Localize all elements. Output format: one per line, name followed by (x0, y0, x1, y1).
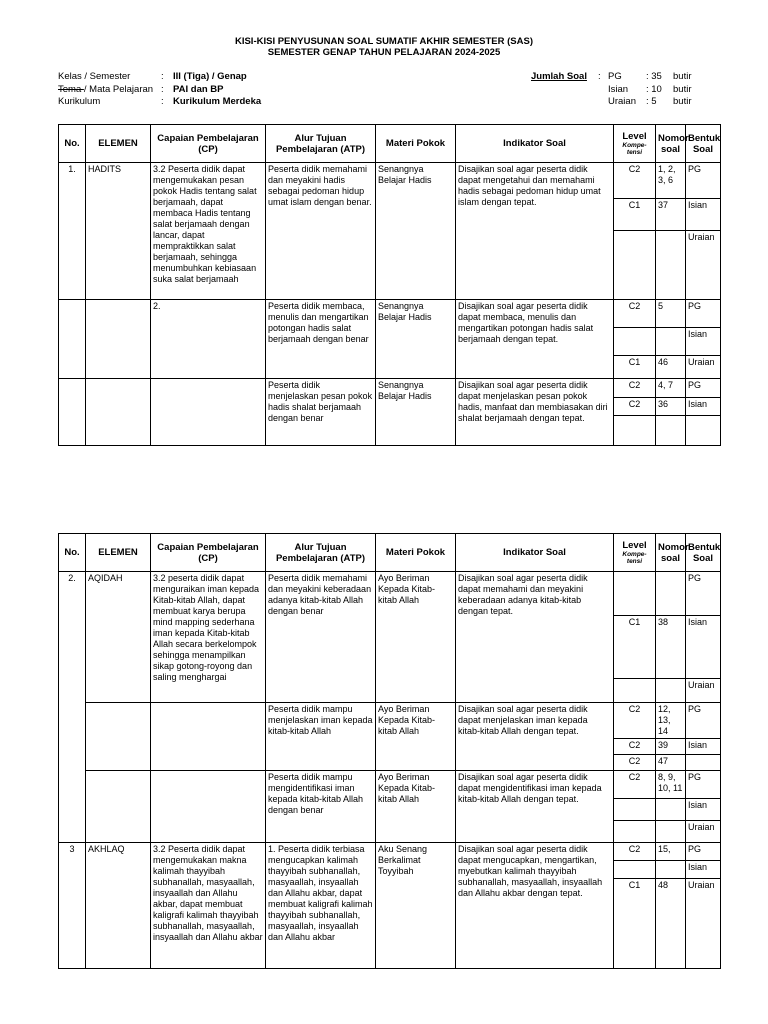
row-cp: 3.2 Peserta didik dapat mengemukakan pesan pokok Hadis tentang salat berjamaah, dapat membaca Hadis tentang salat berjamaah dengan lancar, dapat mempraktikkan salat berjamaah, sehingga menumbuhkan kebiasaan suka salat berjamaah (151, 163, 266, 300)
row-level: C2 (614, 703, 656, 739)
row-nomor (656, 328, 686, 356)
row-atp: Peserta didik memahami dan meyakini hadis sebagai pedoman hidup umat islam dengan benar. (266, 163, 376, 300)
row-elemen: AKHLAQ (86, 843, 151, 969)
mapel-label-text: / Mata Pelajaran (83, 84, 154, 95)
row-materi: Senangnya Belajar Hadis (376, 379, 456, 446)
document-subtitle: SEMESTER GENAP TAHUN PELAJARAN 2024-2025 (267, 47, 501, 58)
empty-cell (86, 703, 151, 771)
row-bentuk: PG (686, 572, 721, 616)
table-row (59, 300, 721, 328)
row-level (614, 231, 656, 300)
col-level-sub: Kompe-tensi (622, 551, 647, 565)
row-level: C2 (614, 379, 656, 398)
row-no: 2. (59, 572, 86, 843)
kurikulum-colon: : (161, 96, 164, 107)
row-level: C2 (614, 398, 656, 416)
row-atp: Peserta didik menjelaskan pesan pokok hadis shalat berjamaah dengan benar (266, 379, 376, 446)
col-bentuk: Bentuk Soal (686, 534, 721, 572)
row-nomor: 39 (656, 739, 686, 755)
row-bentuk: Isian (686, 199, 721, 231)
col-nomor: Nomor soal (656, 125, 686, 163)
uraian-label: Uraian (608, 96, 636, 107)
row-level (614, 572, 656, 616)
row-indikator: Disajikan soal agar peserta didik dapat memahami dan meyakini keberadaan adanya kitab-kitab dengan tepat. (456, 572, 614, 703)
row-atp: Peserta didik mampu menjelaskan iman kepada kitab-kitab Allah (266, 703, 376, 771)
col-level-label: Level (622, 131, 647, 142)
table-row (59, 771, 721, 799)
row-bentuk: Isian (686, 398, 721, 416)
row-level: C2 (614, 843, 656, 861)
row-nomor: 8, 9, 10, 11 (656, 771, 686, 799)
col-cp: Capaian Pembelajaran (CP) (151, 125, 266, 163)
row-nomor: 5 (656, 300, 686, 328)
empty-cell (86, 300, 151, 379)
row-bentuk: Uraian (686, 879, 721, 969)
row-indikator: Disajikan soal agar peserta didik dapat menjelaskan iman kepada kitab-kitab Allah dengan tepat. (456, 703, 614, 771)
row-bentuk (686, 416, 721, 446)
row-nomor: 46 (656, 356, 686, 379)
row-nomor: 15, (656, 843, 686, 861)
row-bentuk: Uraian (686, 356, 721, 379)
row-level: C2 (614, 300, 656, 328)
col-level-sub: Kompe-tensi (622, 142, 647, 156)
row-nomor: 1, 2, 3, 6 (656, 163, 686, 199)
kelas-colon: : (161, 71, 164, 82)
row-nomor (656, 679, 686, 703)
uraian-unit: butir (673, 96, 692, 107)
document-title: KISI-KISI PENYUSUNAN SOAL SUMATIF AKHIR SEMESTER (SAS) (234, 36, 534, 47)
row-bentuk: PG (686, 771, 721, 799)
table-header-row (59, 125, 721, 163)
col-atp: Alur Tujuan Pembelajaran (ATP) (266, 125, 376, 163)
col-materi: Materi Pokok (376, 534, 456, 572)
row-atp: Peserta didik membaca, menulis dan mengartikan potongan hadis salat berjamaah dengan benar (266, 300, 376, 379)
col-level-label: Level (622, 540, 647, 551)
row-nomor: 48 (656, 879, 686, 969)
pg-label: PG (608, 71, 622, 82)
empty-cell (86, 771, 151, 843)
pg-value: : 35 (646, 71, 662, 82)
row-cp: 3.2 peserta didik dapat menguraikan iman kepada Kitab-kitab Allah, dapat membuat karya berupa mind mapping sederhana iman kepada Kitab-kitab Allah secara berkelompok sehingga menampilkan sikap gotong-royong dan saling menghargai (151, 572, 266, 703)
row-nomor: 36 (656, 398, 686, 416)
row-level: C1 (614, 616, 656, 679)
row-bentuk: Isian (686, 799, 721, 821)
table-row (59, 703, 721, 739)
row-indikator: Disajikan soal agar peserta didik dapat menjelaskan pesan pokok hadis, manfaat dan membiasakan diri shalat berjamaah dengan tepat. (456, 379, 614, 446)
empty-cell (151, 771, 266, 843)
row-level (614, 799, 656, 821)
col-indikator: Indikator Soal (456, 534, 614, 572)
row-atp: 1. Peserta didik terbiasa mengucapkan kalimah thayyibah subhanallah, masyaallah, insyaallah dan Allahu akbar, dapat membuat kaligrafi kalimah thayyibah subhanallah, masyaallah, insyaallah dan Allahu akbar (266, 843, 376, 969)
row-nomor: 47 (656, 755, 686, 771)
row-bentuk: Uraian (686, 821, 721, 843)
row-nomor: 38 (656, 616, 686, 679)
isian-label: Isian (608, 84, 629, 95)
col-bentuk: Bentuk Soal (686, 125, 721, 163)
row-level (614, 679, 656, 703)
row-nomor (656, 861, 686, 879)
row-no: 3 (59, 843, 86, 969)
mapel-value: PAI dan BP (173, 84, 224, 95)
tema-strike: Tema (58, 84, 84, 95)
col-elemen: ELEMEN (86, 125, 151, 163)
row-bentuk (686, 755, 721, 771)
pg-unit: butir (673, 71, 692, 82)
row-materi: Senangnya Belajar Hadis (376, 163, 456, 300)
table-row (59, 163, 721, 199)
kurikulum-value: Kurikulum Merdeka (173, 96, 262, 107)
row-bentuk: Isian (686, 861, 721, 879)
empty-cell (59, 379, 86, 446)
row-level: C2 (614, 755, 656, 771)
row-level (614, 416, 656, 446)
row-nomor: 12, 13, 14 (656, 703, 686, 739)
table-row (59, 572, 721, 616)
kisi-kisi-table-2 (58, 533, 721, 969)
col-atp: Alur Tujuan Pembelajaran (ATP) (266, 534, 376, 572)
kurikulum-label: Kurikulum (58, 96, 101, 107)
row-indikator: Disajikan soal agar peserta didik dapat mengetahui dan memahami hadis sebagai pedoman hidup umat islam dengan tepat. (456, 163, 614, 300)
row-bentuk: PG (686, 703, 721, 739)
row-materi: Senangnya Belajar Hadis (376, 300, 456, 379)
empty-cell (59, 300, 86, 379)
row-bentuk: Isian (686, 739, 721, 755)
jumlah-soal-label: Jumlah Soal (531, 71, 587, 82)
row-indikator: Disajikan soal agar peserta didik dapat mengidentifikasi iman kepada kitab-kitab Allah dengan tepat. (456, 771, 614, 843)
row-bentuk: PG (686, 843, 721, 861)
row-level: C1 (614, 199, 656, 231)
row-level (614, 821, 656, 843)
row-bentuk: Uraian (686, 679, 721, 703)
row-level: C1 (614, 879, 656, 969)
row-atp: Peserta didik mampu mengidentifikasi iman kepada kitab-kitab Allah dengan benar (266, 771, 376, 843)
row-materi: Ayo Beriman Kepada Kitab-kitab Allah (376, 771, 456, 843)
row-bentuk: PG (686, 163, 721, 199)
row-bentuk: PG (686, 300, 721, 328)
table-row (59, 843, 721, 861)
row-bentuk: PG (686, 379, 721, 398)
col-no: No. (59, 125, 86, 163)
kisi-kisi-table-1 (58, 124, 721, 446)
row-elemen: AQIDAH (86, 572, 151, 703)
row-nomor (656, 416, 686, 446)
row-level (614, 328, 656, 356)
row-indikator: Disajikan soal agar peserta didik dapat mengucapkan, mengartikan, myebutkan kalimah thayyibah subhanallah, masyaallah, insyaallah dan Allahu akbar dengan tepat. (456, 843, 614, 969)
row-materi: Ayo Beriman Kepada Kitab-kitab Allah (376, 572, 456, 703)
row-level: C2 (614, 771, 656, 799)
row-nomor: 4, 7 (656, 379, 686, 398)
mapel-label (58, 84, 153, 95)
uraian-value: : 5 (646, 96, 657, 107)
table-header-row (59, 534, 721, 572)
row-indikator: Disajikan soal agar peserta didik dapat membaca, menulis dan mengartikan potongan hadis salat berjamaah dengan tepat. (456, 300, 614, 379)
row-nomor (656, 821, 686, 843)
row-nomor: 37 (656, 199, 686, 231)
row-nomor (656, 572, 686, 616)
empty-cell (151, 703, 266, 771)
row-materi: Ayo Beriman Kepada Kitab-kitab Allah (376, 703, 456, 771)
kelas-label: Kelas / Semester (58, 71, 131, 82)
col-nomor: Nomor soal (656, 534, 686, 572)
row-atp: Peserta didik memahami dan meyakini keberadaan adanya kitab-kitab Allah dengan benar (266, 572, 376, 703)
table-row (59, 379, 721, 398)
col-indikator: Indikator Soal (456, 125, 614, 163)
mapel-colon: : (161, 84, 164, 95)
row-cp: 2. (151, 300, 266, 379)
col-materi: Materi Pokok (376, 125, 456, 163)
col-level (614, 534, 656, 572)
isian-unit: butir (673, 84, 692, 95)
row-materi: Aku Senang Berkalimat Toyyibah (376, 843, 456, 969)
jumlah-colon: : (598, 71, 601, 82)
row-bentuk: Isian (686, 328, 721, 356)
row-cp: 3.2 Peserta didik dapat mengemukakan makna kalimah thayyibah subhanallah, masyaallah, insyaallah dan Allahu akbar, dapat membuat kaligrafi kalimah thayyibah subhanallah, masyaallah, insyaallah dan Allahu akbar (151, 843, 266, 969)
row-no: 1. (59, 163, 86, 300)
row-level: C2 (614, 739, 656, 755)
col-no: No. (59, 534, 86, 572)
row-cp (151, 379, 266, 446)
row-bentuk: Uraian (686, 231, 721, 300)
col-level (614, 125, 656, 163)
row-nomor (656, 799, 686, 821)
kelas-value: III (Tiga) / Genap (173, 71, 247, 82)
row-level: C2 (614, 163, 656, 199)
row-bentuk: Isian (686, 616, 721, 679)
row-level: C1 (614, 356, 656, 379)
row-level (614, 861, 656, 879)
row-nomor (656, 231, 686, 300)
row-elemen: HADITS (86, 163, 151, 300)
isian-value: : 10 (646, 84, 662, 95)
empty-cell (86, 379, 151, 446)
col-cp: Capaian Pembelajaran (CP) (151, 534, 266, 572)
col-elemen: ELEMEN (86, 534, 151, 572)
